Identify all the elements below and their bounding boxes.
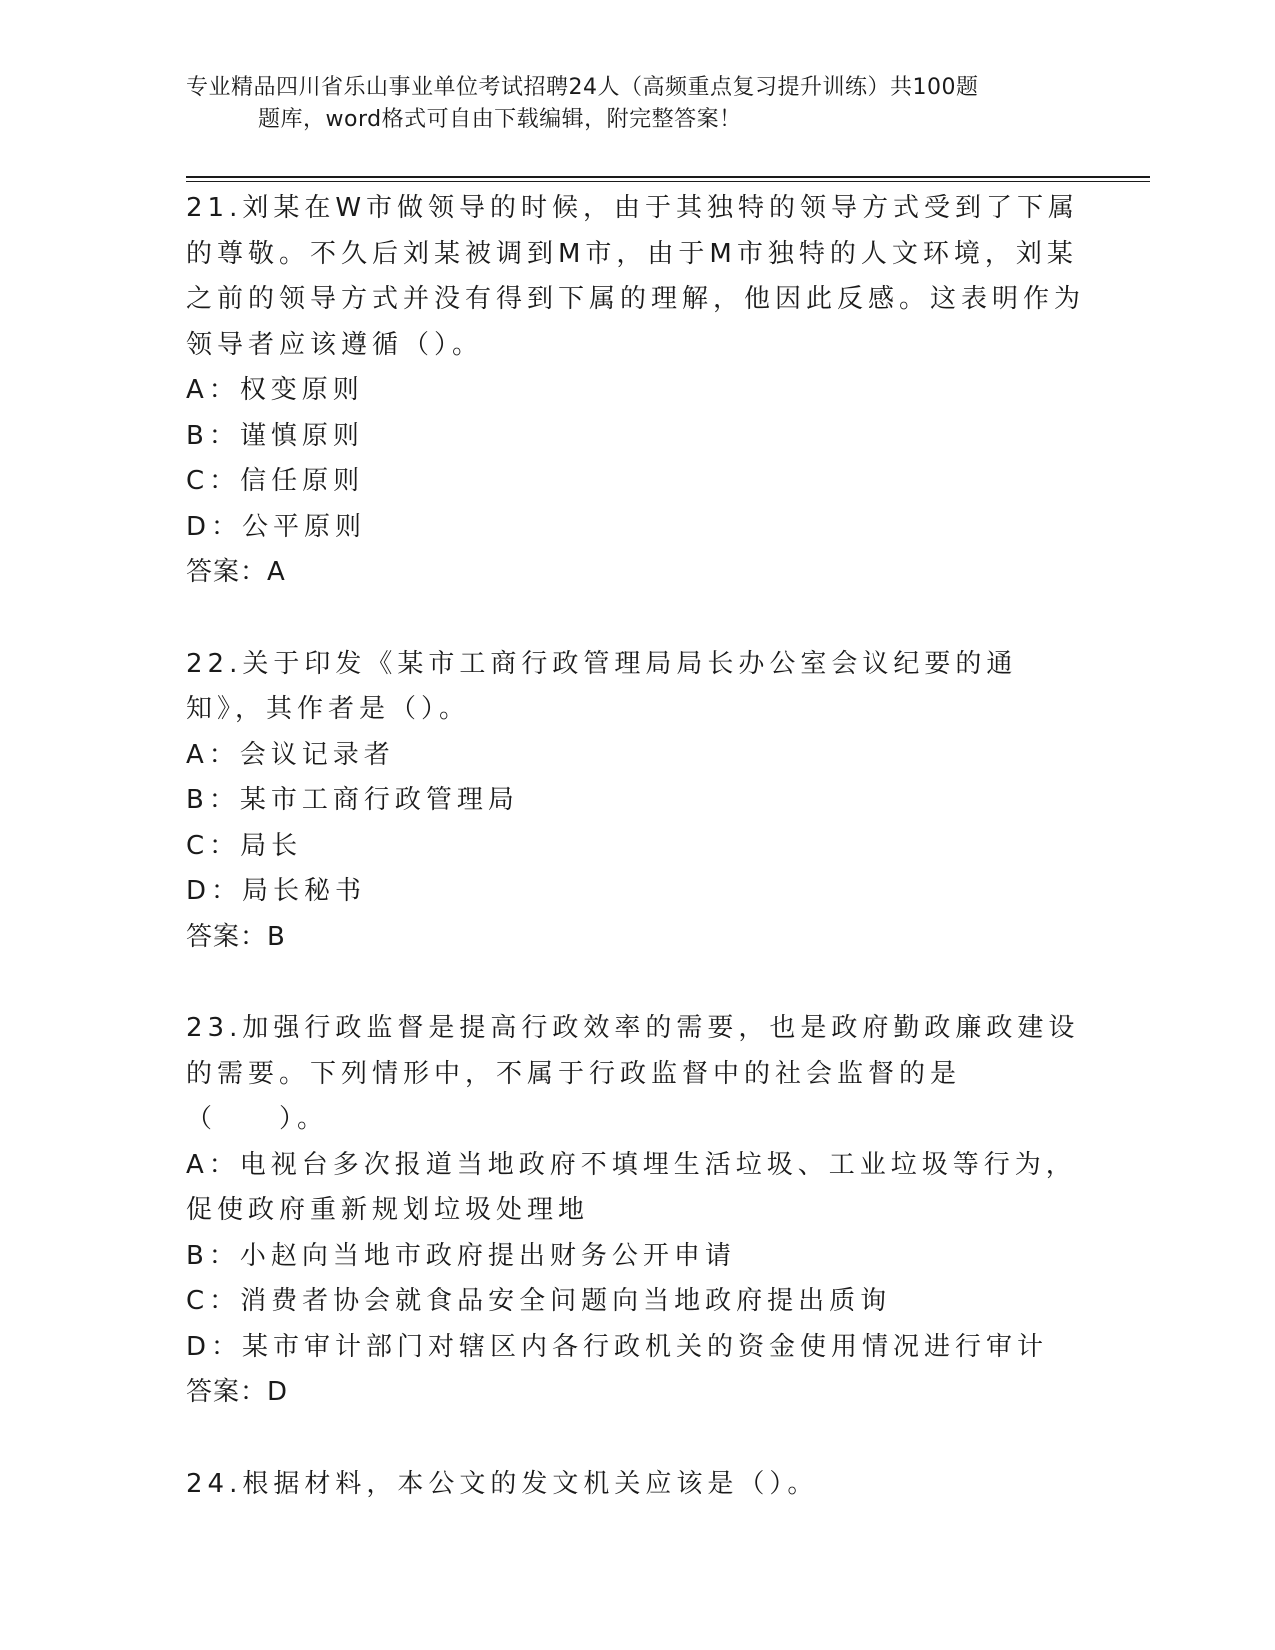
question-stem: 24.根据材料，本公文的发文机关应该是（）。	[186, 1468, 819, 1499]
option-a: A：会议记录者	[186, 739, 395, 770]
question-spacer	[186, 960, 1086, 1006]
question-spacer	[186, 1416, 1086, 1462]
document-header	[186, 72, 1066, 136]
header-rule-thick	[186, 176, 1150, 178]
option-d: D：某市审计部门对辖区内各行政机关的资金使用情况进行审计	[186, 1331, 1049, 1362]
question-stem: 23.加强行政监督是提高行政效率的需要，也是政府勤政廉政建设的需要。下列情形中，不属于行政监督中的社会监督的是（ ）。	[186, 1013, 1080, 1134]
option-d: D：局长秘书	[186, 876, 367, 906]
option-b: B：谨慎原则	[186, 420, 364, 451]
question-spacer	[186, 596, 1086, 642]
answer-line: 答案：A	[186, 557, 286, 587]
question-22	[186, 642, 1086, 961]
question-23	[186, 1006, 1086, 1416]
header-title-line-1: 专业精品四川省乐山事业单位考试招聘24人（高频重点复习提升训练）共100题	[186, 75, 979, 100]
question-stem: 21.刘某在W市做领导的时候，由于其独特的领导方式受到了下属的尊敬。不久后刘某被调到M市，由于M市独特的人文环境，刘某之前的领导方式并没有得到下属的理解，他因此反感。这表明作为领导者应该遵循（）。	[186, 193, 1086, 360]
option-a: A：权变原则	[186, 375, 364, 405]
question-list	[186, 186, 1086, 1507]
answer-line: 答案：B	[186, 921, 286, 952]
question-24	[186, 1462, 1086, 1508]
option-a: A：电视台多次报道当地政府不填埋生活垃圾、工业垃圾等行为，促使政府重新规划垃圾处理地	[186, 1149, 1077, 1225]
option-c: C：局长	[186, 830, 303, 861]
answer-line: 答案：D	[186, 1377, 289, 1407]
option-d: D：公平原则	[186, 511, 367, 542]
option-c: C：信任原则	[186, 466, 365, 496]
option-b: B：某市工商行政管理局	[186, 785, 519, 815]
header-rule-thin	[186, 181, 1150, 182]
option-b: B：小赵向当地市政府提出财务公开申请	[186, 1240, 736, 1271]
question-21	[186, 186, 1086, 596]
option-c: C：消费者协会就食品安全问题向当地政府提出质询	[186, 1286, 892, 1316]
question-stem: 22.关于印发《某市工商行政管理局局长办公室会议纪要的通知》，其作者是（）。	[186, 648, 1018, 724]
header-title-line-2: 题库，word格式可自由下载编辑，附完整答案！	[258, 107, 742, 132]
